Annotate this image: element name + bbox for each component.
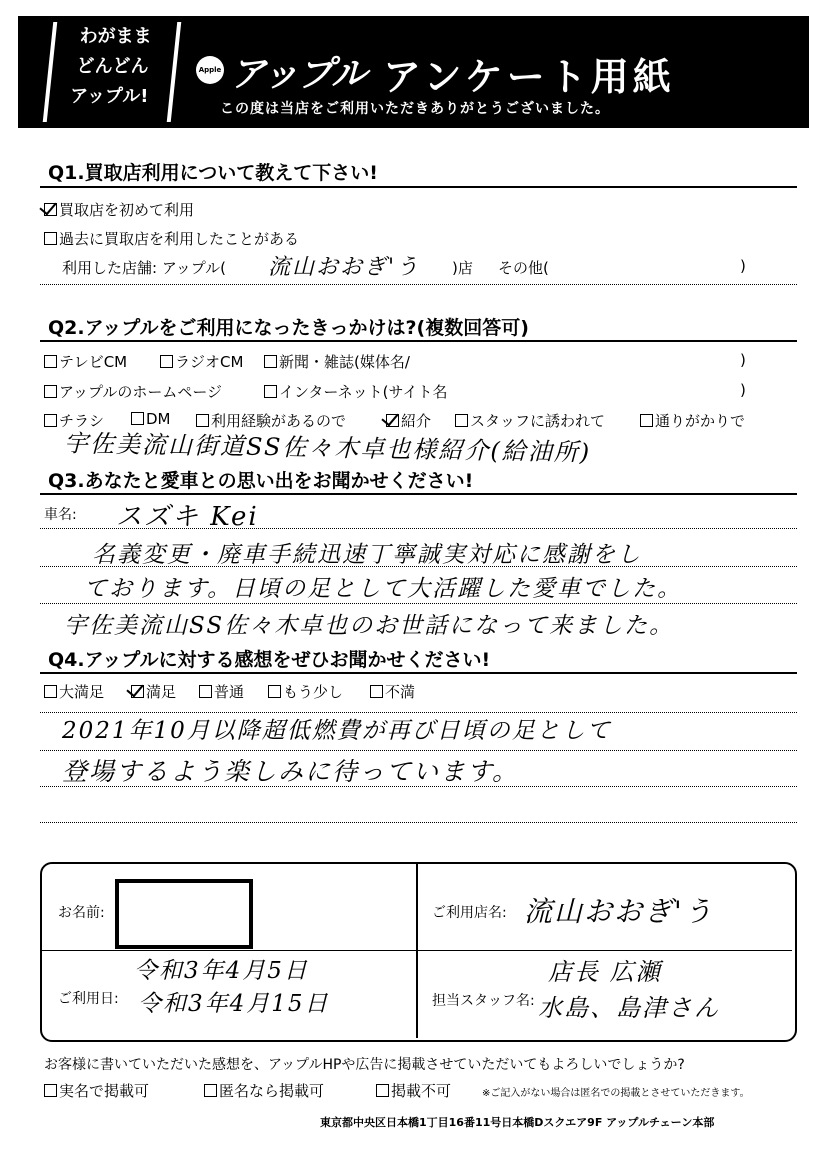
q1-other-label: その他( — [498, 259, 549, 277]
divider — [40, 493, 797, 495]
checkbox[interactable] — [44, 1084, 57, 1097]
consent-option-anonymous[interactable] — [204, 1080, 324, 1101]
company-address: 東京都中央区日本橋1丁目16番11号日本橋Dスクエア9F アップルチェーン本部 — [320, 1116, 715, 1129]
q4-title: Q4.アップルに対する感想をぜひお聞かせください! — [48, 649, 491, 671]
q4-option-satisfied[interactable] — [131, 681, 176, 702]
q2-option-internet[interactable] — [264, 381, 447, 402]
form-title: アンケート用紙 — [383, 55, 675, 99]
slogan-line: アップル! — [70, 86, 149, 107]
option-label: 利用経験があるので — [211, 412, 347, 430]
car-name-label: 車名: — [44, 507, 77, 523]
consent-option-real-name[interactable] — [44, 1080, 149, 1101]
option-label: 買取店を初めて利用 — [59, 201, 195, 219]
q1-option-used-before[interactable] — [44, 228, 299, 249]
checkbox-checked[interactable] — [44, 203, 57, 216]
option-label: 実名で掲載可 — [59, 1082, 150, 1100]
q4-option-bit-more[interactable] — [268, 681, 343, 702]
q4-comment-line: 2021年10月以降超低燃費が再び日頃の足として — [62, 718, 612, 744]
checkbox[interactable] — [44, 355, 57, 368]
staff-name-handwritten: 水島、島津さん — [538, 994, 720, 1022]
option-label: 掲載不可 — [391, 1082, 452, 1100]
slogan-box — [43, 22, 182, 122]
option-label: 紹介 — [401, 412, 432, 430]
checkbox[interactable] — [264, 385, 277, 398]
checkbox[interactable] — [455, 414, 468, 427]
q3-memory-line: 宇佐美流山SS佐々木卓也のお世話になって来ました。 — [64, 613, 675, 639]
q2-option-staff[interactable] — [455, 410, 605, 431]
q4-option-very-satisfied[interactable] — [44, 681, 104, 702]
checkbox[interactable] — [264, 355, 277, 368]
checkbox[interactable] — [160, 355, 173, 368]
checkbox[interactable] — [370, 685, 383, 698]
dotted-divider — [40, 786, 797, 787]
dotted-divider — [40, 566, 797, 567]
option-label: スタッフに誘われて — [470, 412, 606, 430]
staff-name-handwritten: 店長 広瀬 — [548, 958, 662, 986]
q2-option-tv[interactable] — [44, 351, 127, 372]
checkbox[interactable] — [44, 232, 57, 245]
use-date-label: ご利用日: — [58, 991, 119, 1007]
checkbox-checked[interactable] — [386, 414, 399, 427]
slogan-line: どんどん — [76, 56, 149, 77]
dotted-divider — [40, 750, 797, 751]
name-label: お名前: — [58, 905, 105, 921]
dotted-divider — [40, 284, 797, 285]
option-label: 通りがかりで — [655, 412, 746, 430]
option-label: 普通 — [214, 683, 245, 701]
q2-option-homepage[interactable] — [44, 381, 222, 402]
q2-option-newspaper[interactable] — [264, 351, 410, 372]
option-label: ラジオCM — [175, 353, 244, 371]
close-paren: ) — [740, 351, 746, 369]
divider — [40, 186, 797, 188]
option-label: DM — [146, 410, 171, 428]
q1-store-handwritten: 流山おおぎ'う — [268, 255, 421, 280]
use-date-handwritten: 令和3年4月15日 — [138, 991, 330, 1017]
option-label: チラシ — [59, 412, 105, 430]
checkbox[interactable] — [44, 685, 57, 698]
consent-note: ※ご記入がない場合は匿名での掲載とさせていただきます。 — [482, 1088, 750, 1099]
q3-title: Q3.あなたと愛車との思い出をお聞かせください! — [48, 470, 474, 492]
q4-option-normal[interactable] — [199, 681, 244, 702]
checkbox-checked[interactable] — [131, 685, 144, 698]
q2-option-referral[interactable] — [386, 410, 431, 431]
consent-question: お客様に書いていただいた感想を、アップルHPや広告に掲載させていただいてもよろしいでしょうか? — [44, 1057, 685, 1073]
q2-title: Q2.アップルをご利用になったきっかけは?(複数回答可) — [48, 317, 529, 339]
q1-store-label: 利用した店舗: アップル( — [62, 259, 227, 277]
horizontal-divider — [418, 950, 792, 951]
dotted-divider — [40, 603, 797, 604]
q3-memory-line: ております。日頃の足として大活躍した愛車でした。 — [84, 576, 683, 602]
dotted-divider — [40, 822, 797, 823]
header-banner — [18, 16, 809, 128]
option-label: テレビCM — [59, 353, 128, 371]
option-label: 匿名なら掲載可 — [219, 1082, 325, 1100]
logo-text: アップル — [230, 54, 367, 95]
checkbox[interactable] — [268, 685, 281, 698]
apple-logo-icon: Apple — [196, 56, 224, 84]
horizontal-divider — [42, 950, 416, 951]
q2-option-passing[interactable] — [640, 410, 745, 431]
close-paren: ) — [740, 381, 746, 399]
option-label: 新聞・雑誌(媒体名/ — [279, 353, 410, 371]
close-paren: ) — [740, 257, 746, 275]
dotted-divider — [40, 528, 797, 529]
store-name-handwritten: 流山おおぎ'う — [524, 895, 714, 928]
q1-title: Q1.買取店利用について教えて下さい! — [48, 162, 378, 184]
q4-option-dissatisfied[interactable] — [370, 681, 415, 702]
slogan-line: わがまま — [79, 26, 152, 47]
consent-option-no[interactable] — [376, 1080, 451, 1101]
option-label: 過去に買取店を利用したことがある — [59, 230, 300, 248]
checkbox[interactable] — [204, 1084, 217, 1097]
divider — [40, 340, 797, 342]
option-label: インターネット(サイト名 — [279, 383, 448, 401]
checkbox[interactable] — [199, 685, 212, 698]
option-label: もう少し — [283, 683, 344, 701]
q1-option-first-time[interactable] — [44, 199, 194, 220]
checkbox[interactable] — [44, 385, 57, 398]
q3-memory-line: 名義変更・廃車手続迅速丁寧誠実対応に感謝をし — [92, 542, 642, 568]
car-name-handwritten: スズキ Kei — [116, 502, 259, 532]
checkbox[interactable] — [131, 412, 144, 425]
q2-option-radio[interactable] — [160, 351, 243, 372]
redacted-name-box — [115, 879, 253, 949]
divider — [40, 672, 797, 674]
q4-comment-line: 登場するよう楽しみに待っています。 — [62, 757, 520, 786]
checkbox[interactable] — [640, 414, 653, 427]
staff-name-label: 担当スタッフ名: — [432, 993, 535, 1009]
checkbox[interactable] — [44, 414, 57, 427]
option-label: 大満足 — [59, 683, 105, 701]
option-label: アップルのホームページ — [59, 383, 223, 401]
store-name-label: ご利用店名: — [432, 905, 507, 921]
checkbox[interactable] — [376, 1084, 389, 1097]
use-date-handwritten: 令和3年4月5日 — [134, 958, 309, 984]
option-label: 不満 — [385, 683, 416, 701]
q1-store-suffix: )店 — [452, 259, 473, 277]
subtitle: この度は当店をご利用いただきありがとうございました。 — [220, 101, 610, 117]
q2-handwritten-note: 宇佐美流山街道SS佐々木卓也様紹介(給油所) — [63, 429, 592, 467]
option-label: 満足 — [146, 683, 177, 701]
